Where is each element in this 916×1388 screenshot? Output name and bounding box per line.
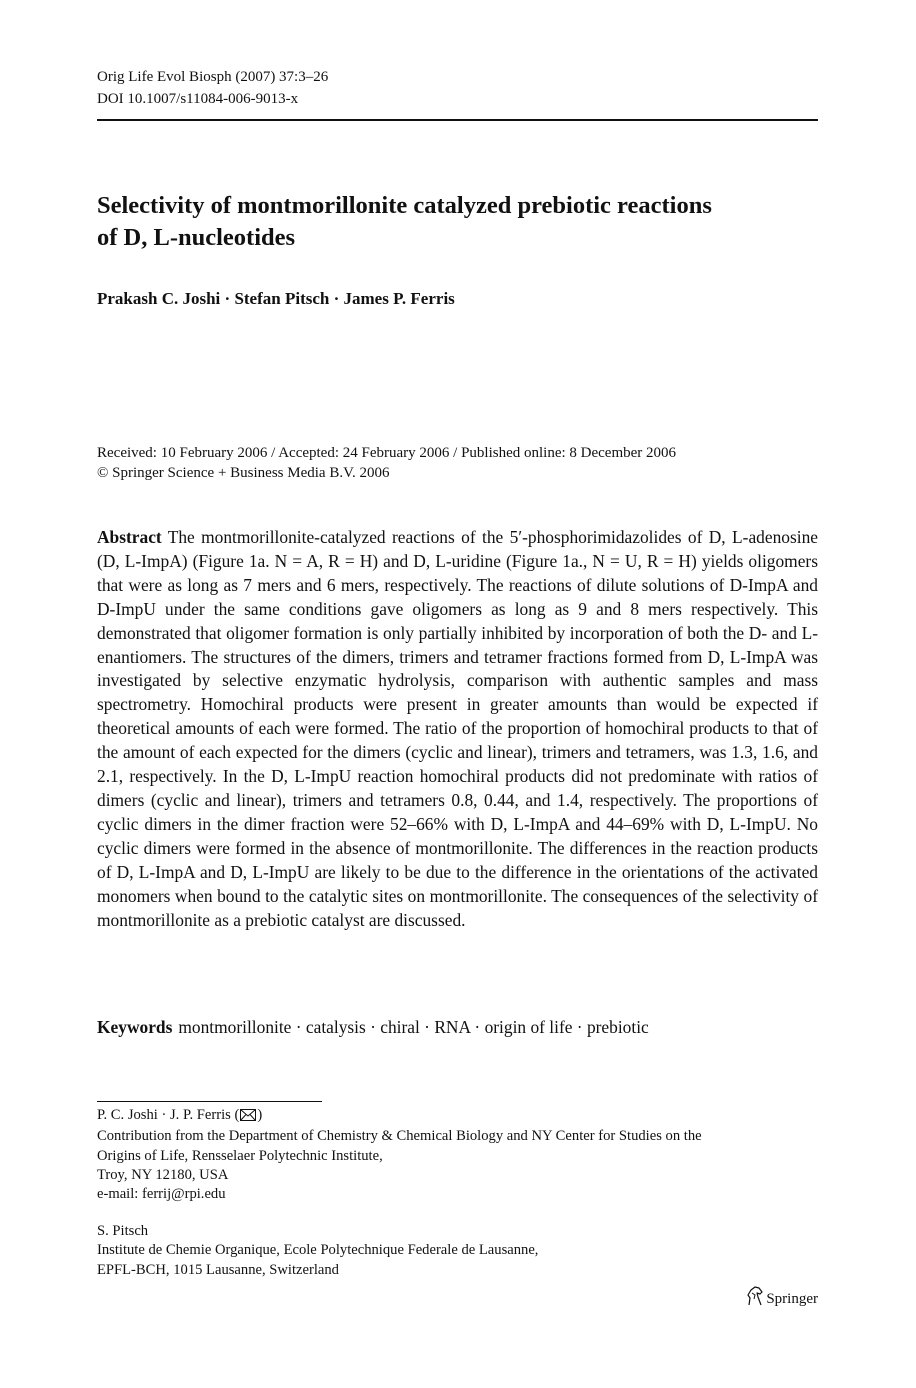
header-rule <box>97 119 818 121</box>
affiliation-block <box>97 1222 538 1280</box>
doi: DOI 10.1007/s11084-006-9013-x <box>97 91 299 107</box>
publication-history <box>97 443 676 483</box>
author-list: Prakash C. Joshi · Stefan Pitsch · James P. Ferris <box>97 289 455 308</box>
envelope-icon <box>240 1108 256 1127</box>
keywords-text: montmorillonite · catalysis · chiral · RNA · origin of life · prebiotic <box>178 1017 649 1037</box>
paper-page <box>97 0 818 1388</box>
keywords-label: Keywords <box>97 1017 173 1037</box>
affiliation-authors: S. Pitsch <box>97 1223 149 1239</box>
keywords <box>97 1015 649 1039</box>
publisher-name: Springer <box>766 1291 818 1307</box>
article-dates: Received: 10 February 2006 / Accepted: 24 February 2006 / Published online: 8 December 2006 <box>97 445 677 461</box>
abstract-text: The montmorillonite-catalyzed reactions of the 5′-phosphorimidazolides of D, L-adenosine (D, L-ImpA) (Figure 1a. N = A, R = H) and D, L-uridine (Figure 1a., N = U, R = H) yields oligomers that were as long as 7 mers and 6 mers, respectively. The reactions of dilute solutions of D-ImpA and D-ImpU under the same conditions gave oligomers as long as 9 and 8 mers respectively. This demonstrated that oligomer formation is only partially inhibited by incorporation of both the D- and L-enantiomers. The structures of the dimers, trimers and tetramer fractions formed from D, L-ImpA was investigated by selective enzymatic hydrolysis, comparison with authentic samples and mass spectrometry. Homochiral products were present in greater amounts than would be expected if theoretical amounts of each were formed. The ratio of the proportion of homochiral products to that of the amount of each expected for the dimers (cyclic and linear), trimers and tetramers, was 1.3, 1.6, and 2.1, respectively. In the D, L-ImpU reaction homochiral products did not predominate with ratios of dimers (cyclic and linear), trimers and tetramers 0.8, 0.44, and 1.4, respectively. The proportions of cyclic dimers in the dimer fraction were 52–66% with D, L-ImpA and 44–69% with D, L-ImpU. No cyclic dimers were formed in the absence of montmorillonite. The differences in the reaction products of D, L-ImpA and D, L-ImpU are likely to be due to the difference in the orientations of the activated monomers when bound to the catalytic sites on montmorillonite. The consequences of the selectivity of montmorillonite as a prebiotic catalyst are discussed. <box>97 527 818 930</box>
affiliation-line: Troy, NY 12180, USA <box>97 1166 229 1183</box>
abstract-label: Abstract <box>97 527 162 547</box>
affiliation-line: Contribution from the Department of Chemistry & Chemical Biology and NY Center for Studies on the <box>97 1128 702 1145</box>
springer-horse-icon <box>746 1286 764 1306</box>
journal-citation: Orig Life Evol Biosph (2007) 37:3–26 <box>97 69 329 85</box>
email-link[interactable]: e-mail: ferrij@rpi.edu <box>97 1186 226 1203</box>
copyright-notice: © Springer Science + Business Media B.V. 2006 <box>97 465 390 481</box>
abstract <box>97 526 818 932</box>
affiliation-line: Origins of Life, Rensselaer Polytechnic Institute, <box>97 1147 383 1164</box>
affiliation-block <box>97 1106 702 1204</box>
affiliation-line: EPFL-BCH, 1015 Lausanne, Switzerland <box>97 1261 339 1278</box>
affiliation-line: Institute de Chemie Organique, Ecole Polytechnique Federale de Lausanne, <box>97 1242 539 1259</box>
affiliation-authors: P. C. Joshi · J. P. Ferris ( ) <box>97 1106 702 1127</box>
journal-header <box>97 66 328 110</box>
footnote-rule <box>97 1101 322 1102</box>
article-title: Selectivity of montmorillonite catalyzed prebiotic reactions of D, L-nucleotides <box>97 192 712 251</box>
publisher-logo <box>746 1286 818 1310</box>
